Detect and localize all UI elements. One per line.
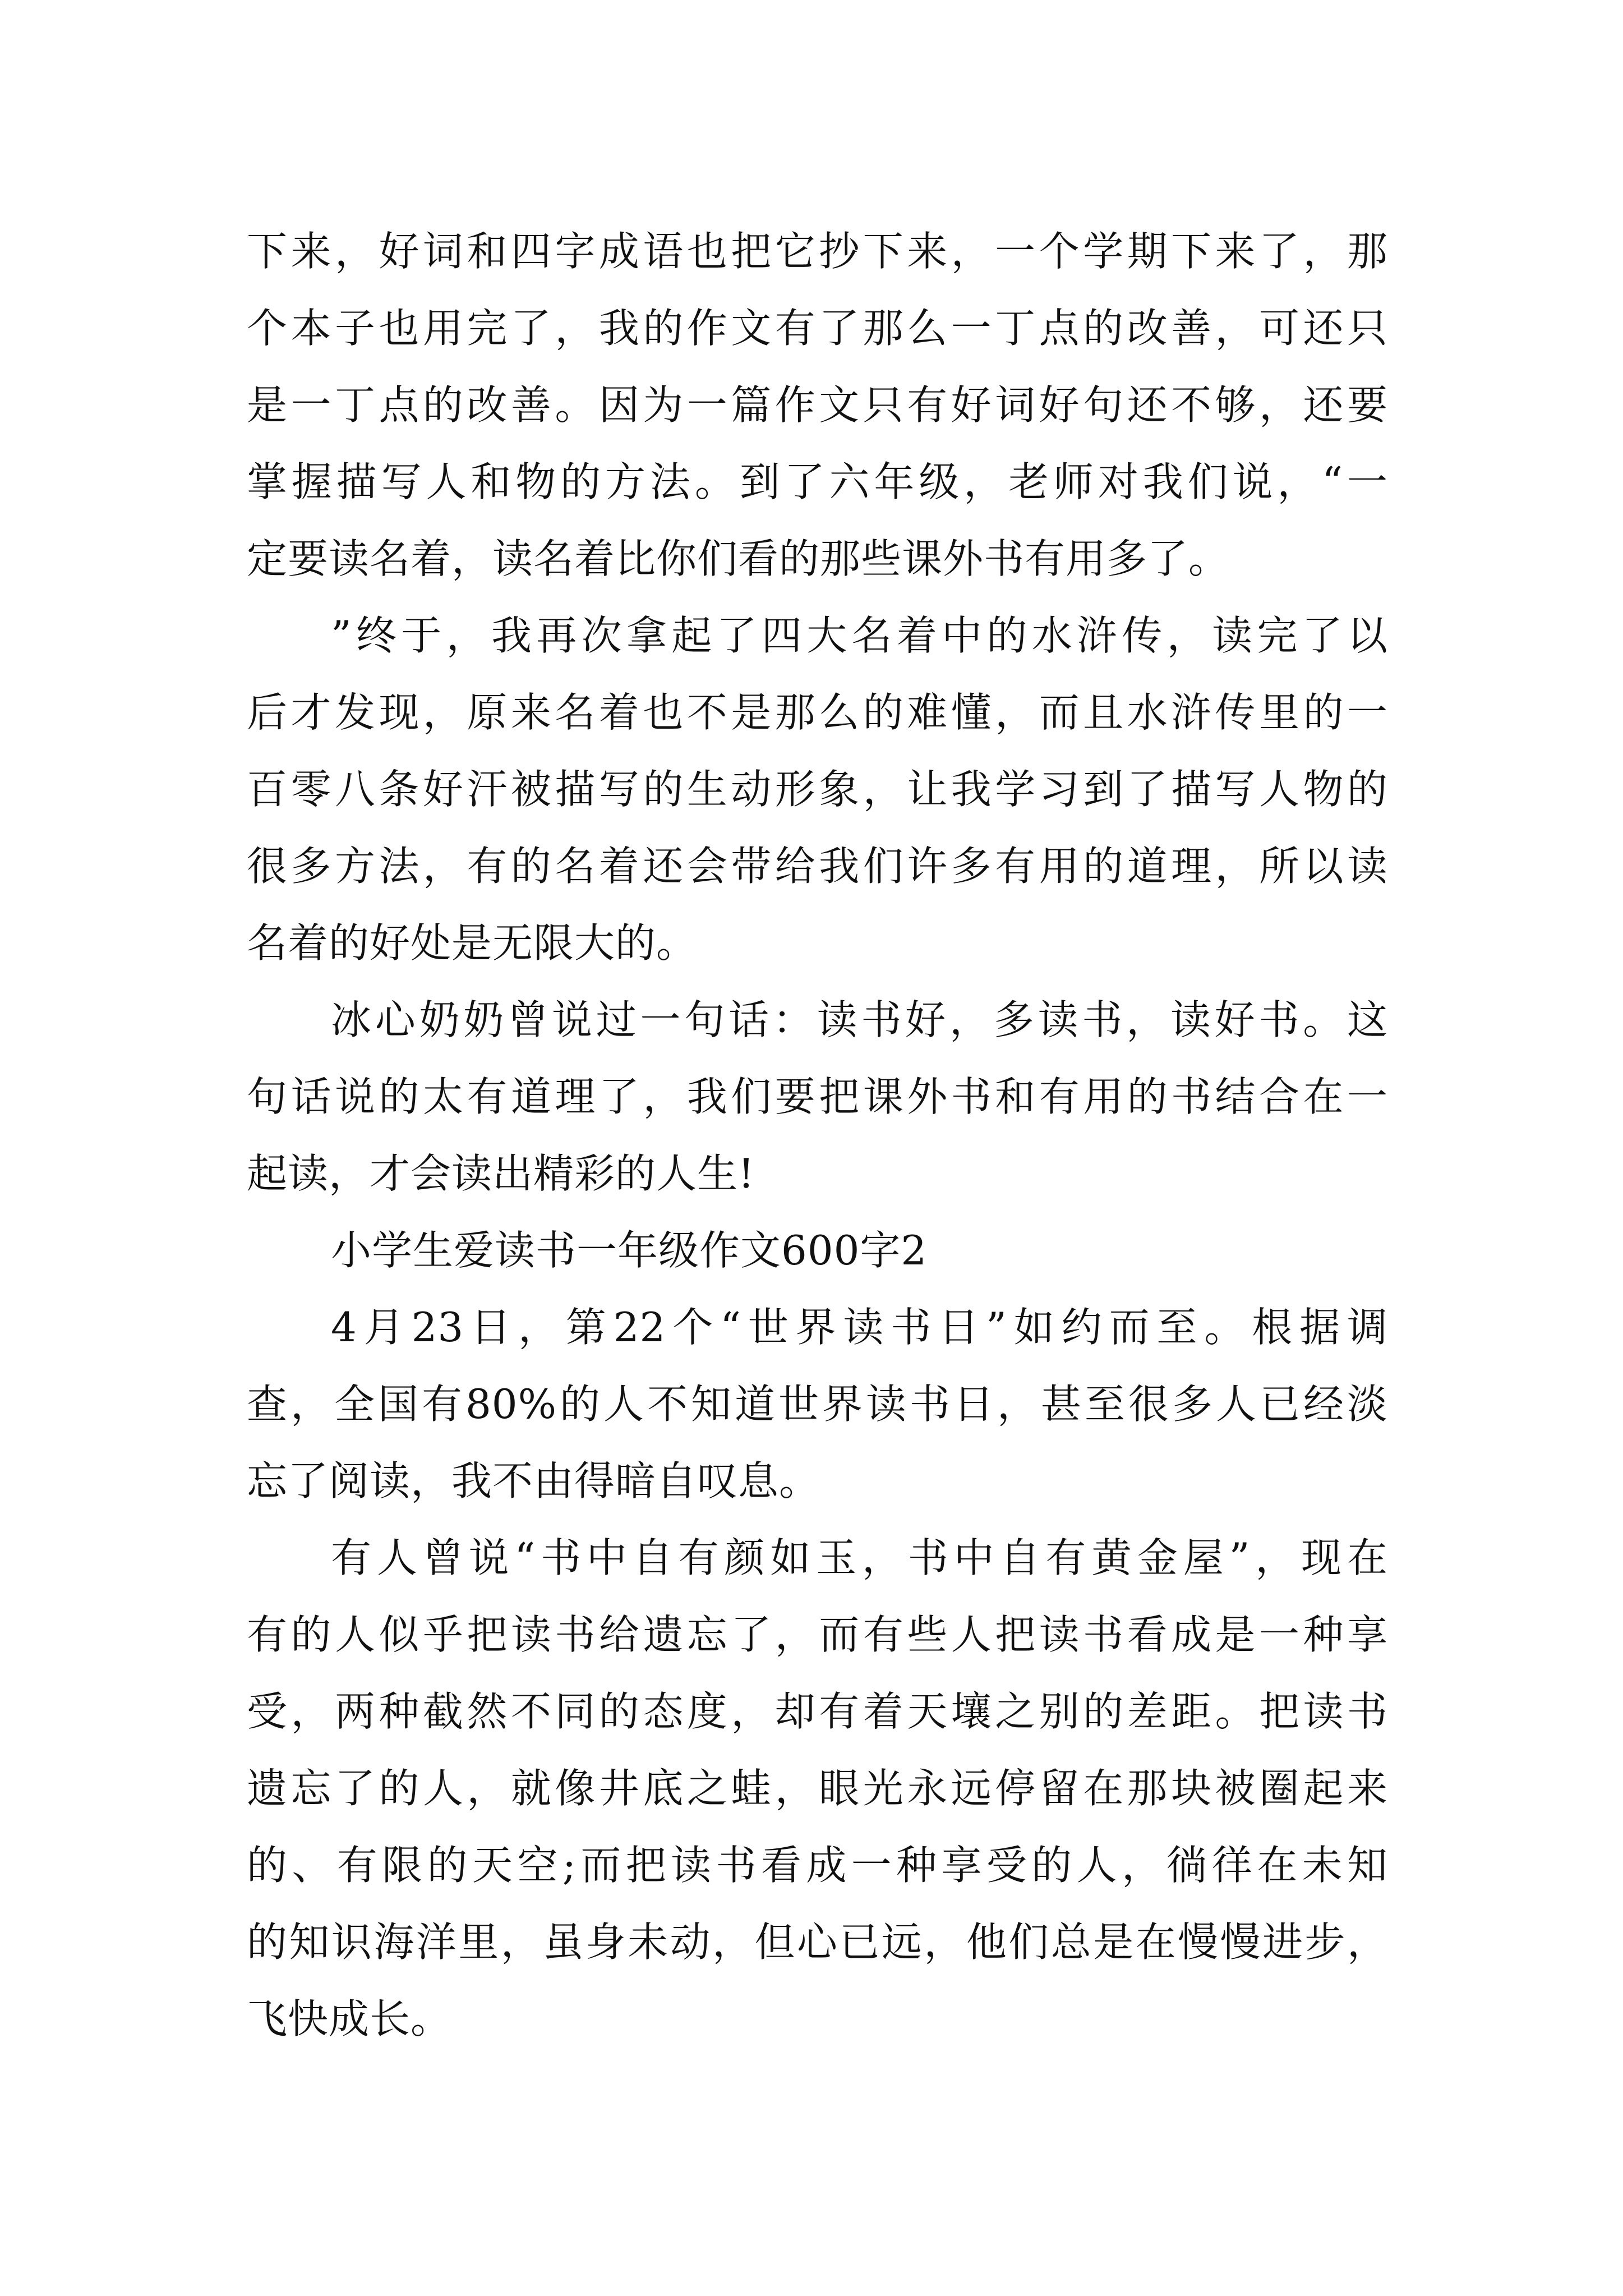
text-line: 后才发现，原来名着也不是那么的难懂，而且水浒传里的一: [247, 689, 1388, 736]
text-line: 句话说的太有道理了，我们要把课外书和有用的书结合在一: [247, 1073, 1388, 1120]
text-line: 的知识海洋里，虽身未动，但心已远，他们总是在慢慢进步，: [247, 1918, 1388, 1966]
paragraph-start-line: 冰心奶奶曾说过一句话：读书好，多读书，读好书。这: [331, 996, 1388, 1043]
text-line: 很多方法，有的名着还会带给我们许多有用的道理，所以读: [247, 843, 1388, 890]
text-line: 起读，才会读出精彩的人生!: [247, 1150, 755, 1197]
text-line: 遗忘了的人，就像井底之蛙，眼光永远停留在那块被圈起来: [247, 1765, 1388, 1812]
paragraph-start-line: 有人曾说“书中自有颜如玉，书中自有黄金屋”，现在: [331, 1534, 1388, 1581]
text-line: 定要读名着，读名着比你们看的那些课外书有用多了。: [247, 535, 1230, 582]
article-body: [247, 213, 1388, 2058]
section-heading: 小学生爱读书一年级作文600字2: [331, 1227, 928, 1274]
text-line: 飞快成长。: [247, 1995, 452, 2042]
text-line: 掌握描写人和物的方法。到了六年级，老师对我们说，“一: [247, 458, 1388, 505]
text-line: 受，两种截然不同的态度，却有着天壤之别的差距。把读书: [247, 1688, 1388, 1735]
text-line: 名着的好处是无限大的。: [247, 919, 698, 967]
text-line: 忘了阅读，我不由得暗自叹息。: [247, 1457, 820, 1504]
text-line: 个本子也用完了，我的作文有了那么一丁点的改善，可还只: [247, 305, 1388, 352]
text-line: 百零八条好汗被描写的生动形象，让我学习到了描写人物的: [247, 766, 1388, 813]
text-line: 有的人似乎把读书给遗忘了，而有些人把读书看成是一种享: [247, 1611, 1388, 1658]
paragraph-start-line: ”终于，我再次拿起了四大名着中的水浒传，读完了以: [331, 612, 1388, 659]
paragraph-start-line: 4月23日，第22个“世界读书日”如约而至。根据调: [331, 1304, 1388, 1351]
text-line: 下来，好词和四字成语也把它抄下来，一个学期下来了，那: [247, 228, 1388, 275]
text-line: 的、有限的天空;而把读书看成一种享受的人，徜徉在未知: [247, 1842, 1388, 1889]
text-line: 查，全国有80%的人不知道世界读书日，甚至很多人已经淡: [247, 1381, 1388, 1428]
text-line: 是一丁点的改善。因为一篇作文只有好词好句还不够，还要: [247, 381, 1388, 429]
